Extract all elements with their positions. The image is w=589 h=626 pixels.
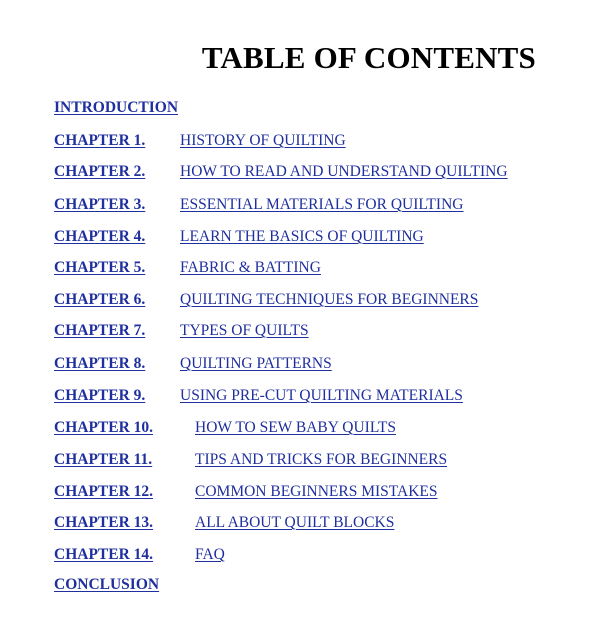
- chapter-13-title-link[interactable]: ALL ABOUT QUILT BLOCKS: [195, 514, 395, 531]
- chapter-12-number-link[interactable]: CHAPTER 12.: [54, 483, 154, 500]
- page-title: TABLE OF CONTENTS: [201, 40, 536, 75]
- chapter-11-number-link[interactable]: CHAPTER 11.: [54, 451, 153, 468]
- toc-link-conclusion[interactable]: CONCLUSION: [54, 576, 160, 593]
- chapter-1-title-link[interactable]: HISTORY OF QUILTING: [180, 132, 346, 149]
- chapter-7-number-link[interactable]: CHAPTER 7.: [54, 322, 146, 339]
- chapter-2-number-link[interactable]: CHAPTER 2.: [54, 163, 146, 180]
- chapter-13-number-link[interactable]: CHAPTER 13.: [54, 514, 154, 531]
- chapter-11-title-link[interactable]: TIPS AND TRICKS FOR BEGINNERS: [195, 451, 448, 468]
- chapter-6-title-link[interactable]: QUILTING TECHNIQUES FOR BEGINNERS: [180, 291, 479, 308]
- chapter-8-number-link[interactable]: CHAPTER 8.: [54, 355, 146, 372]
- chapter-14-title-link[interactable]: FAQ: [195, 546, 225, 563]
- chapter-2-title-link[interactable]: HOW TO READ AND UNDERSTAND QUILTING: [180, 163, 508, 180]
- chapter-9-number-link[interactable]: CHAPTER 9.: [54, 387, 146, 404]
- chapter-5-number-link[interactable]: CHAPTER 5.: [54, 259, 146, 276]
- chapter-6-number-link[interactable]: CHAPTER 6.: [54, 291, 146, 308]
- chapter-1-number-link[interactable]: CHAPTER 1.: [54, 132, 146, 149]
- chapter-4-title-link[interactable]: LEARN THE BASICS OF QUILTING: [180, 228, 424, 245]
- chapter-3-number-link[interactable]: CHAPTER 3.: [54, 196, 146, 213]
- chapter-3-title-link[interactable]: ESSENTIAL MATERIALS FOR QUILTING: [180, 196, 464, 213]
- chapter-10-number-link[interactable]: CHAPTER 10.: [54, 419, 154, 436]
- chapter-8-title-link[interactable]: QUILTING PATTERNS: [180, 355, 332, 372]
- chapter-12-title-link[interactable]: COMMON BEGINNERS MISTAKES: [195, 483, 438, 500]
- chapter-14-number-link[interactable]: CHAPTER 14.: [54, 546, 154, 563]
- toc-link-introduction[interactable]: INTRODUCTION: [54, 99, 179, 116]
- chapter-10-title-link[interactable]: HOW TO SEW BABY QUILTS: [195, 419, 396, 436]
- chapter-9-title-link[interactable]: USING PRE-CUT QUILTING MATERIALS: [180, 387, 463, 404]
- chapter-5-title-link[interactable]: FABRIC & BATTING: [180, 259, 321, 276]
- chapter-7-title-link[interactable]: TYPES OF QUILTS: [180, 322, 309, 339]
- chapter-4-number-link[interactable]: CHAPTER 4.: [54, 228, 146, 245]
